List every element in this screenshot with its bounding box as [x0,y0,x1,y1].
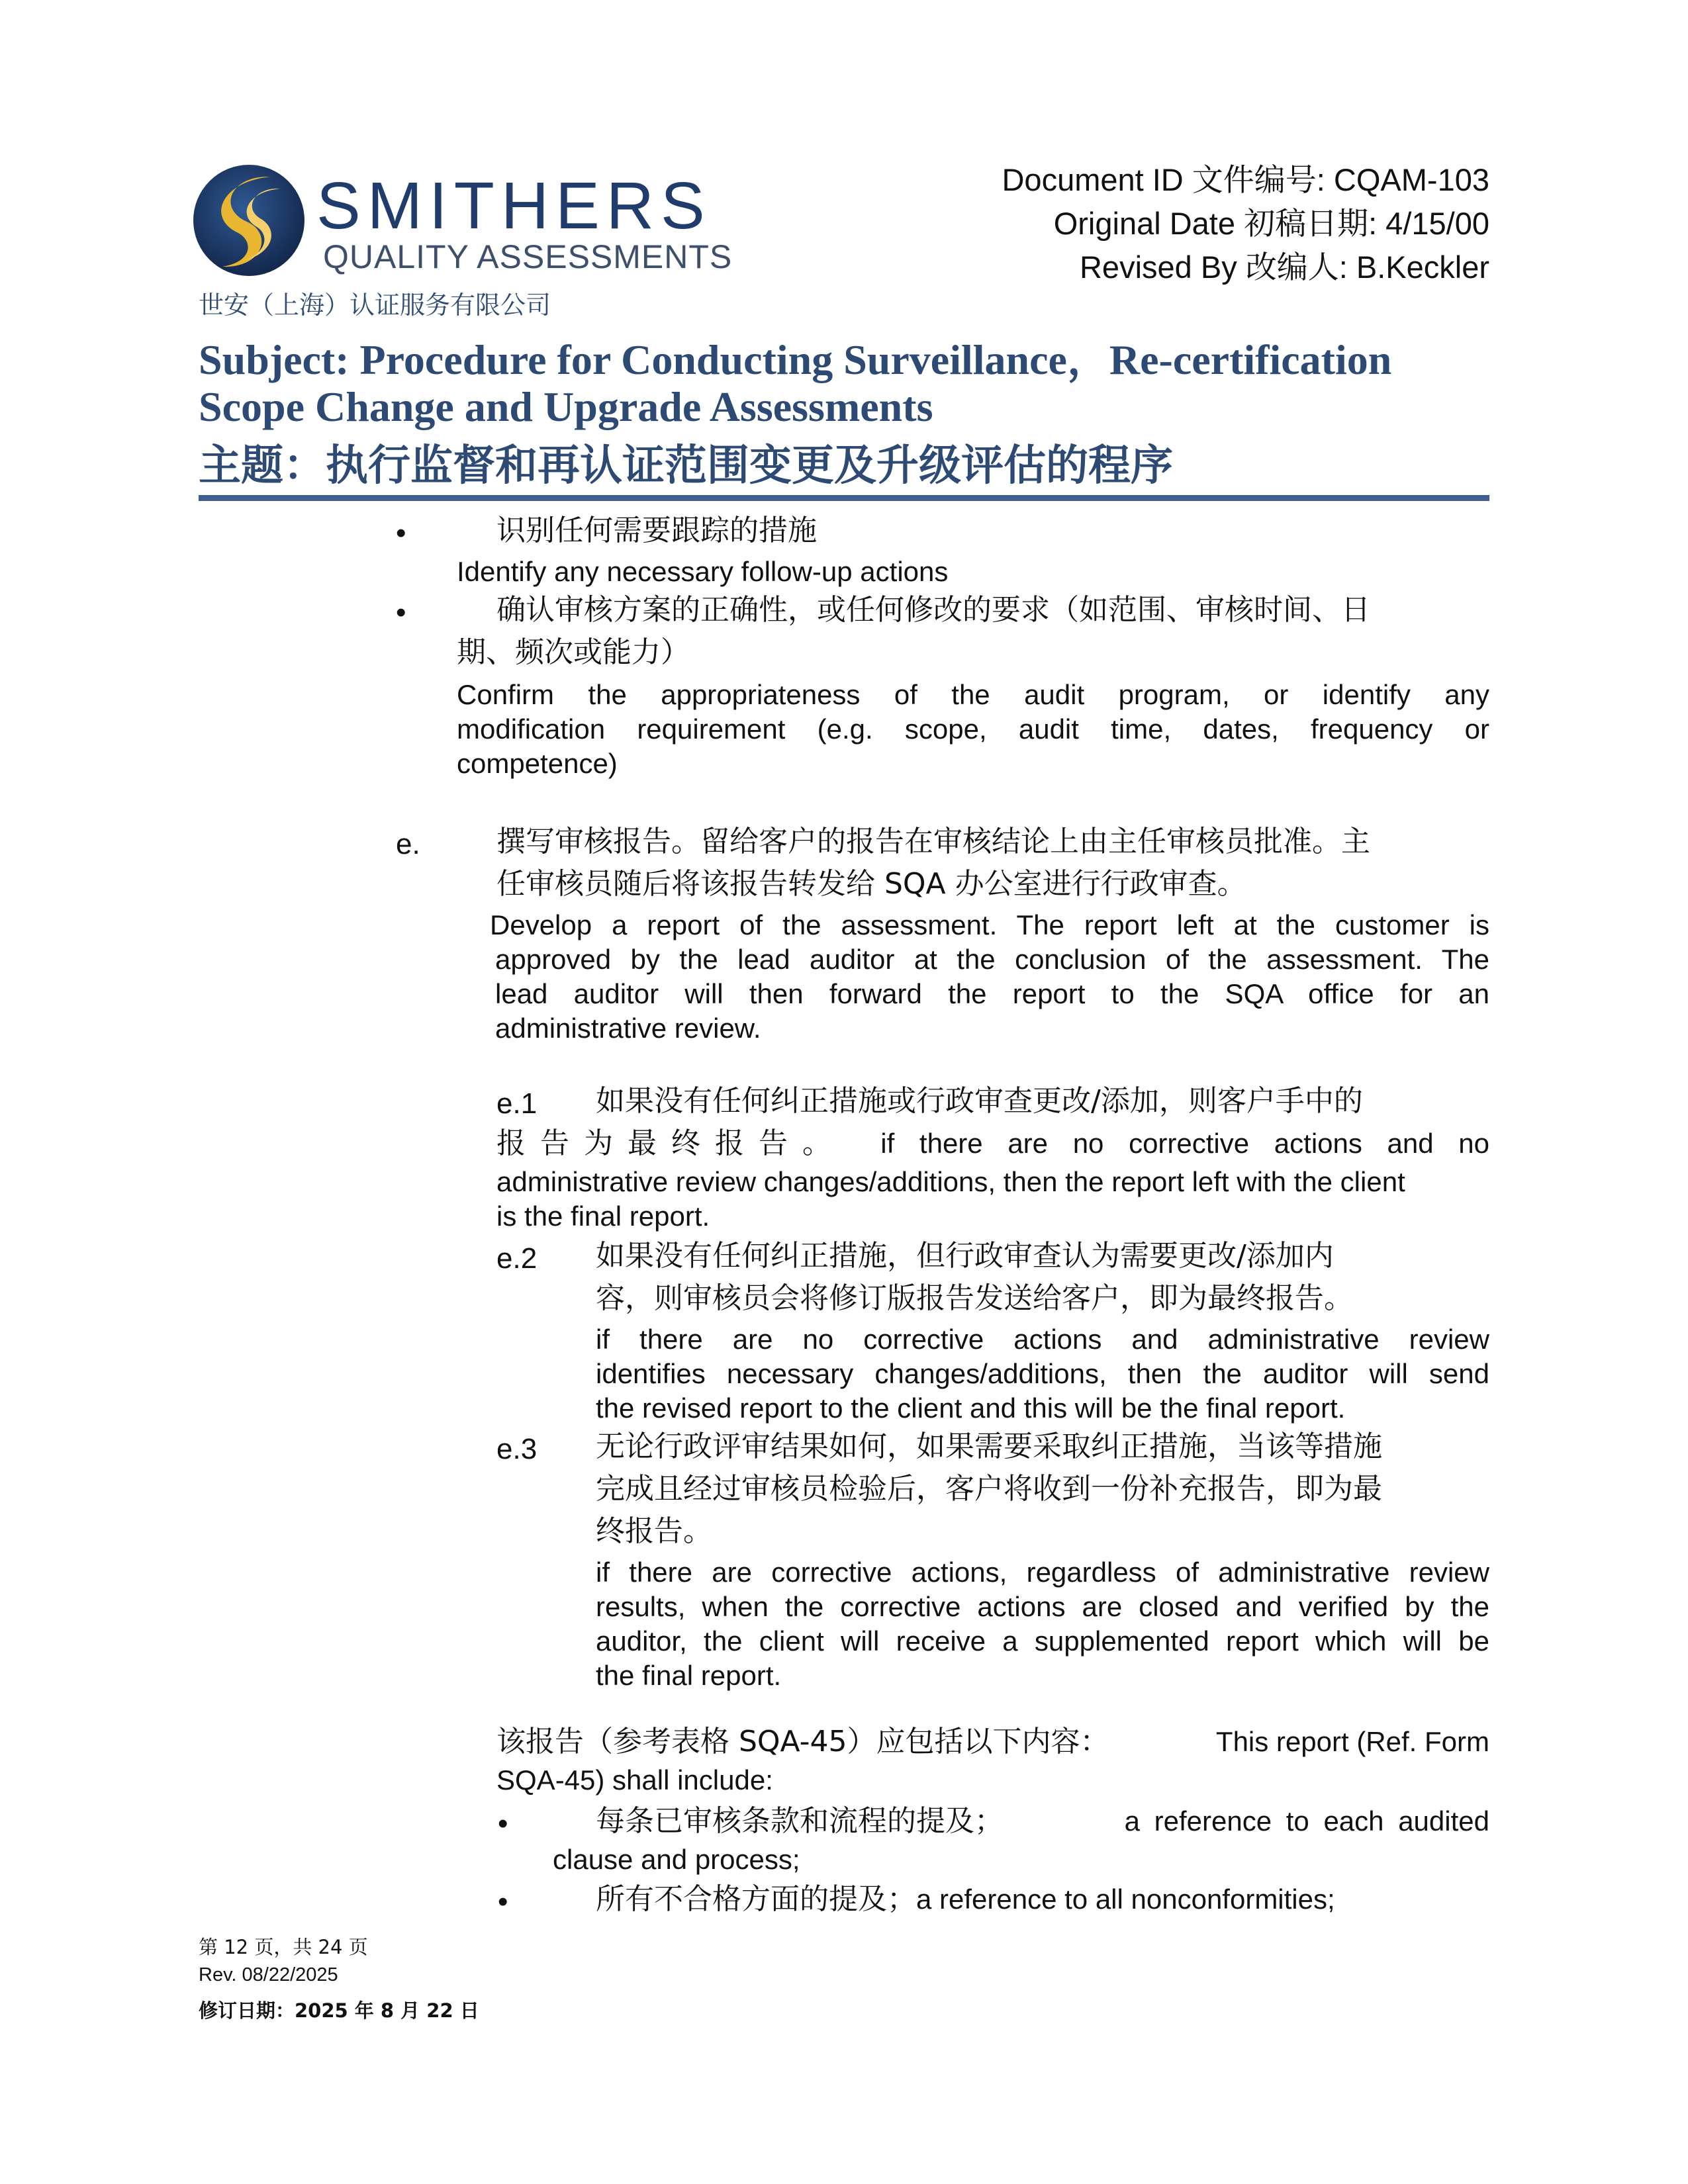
include-item-1 [596,1800,1489,1843]
bullet-icon: • [498,1886,508,1918]
item-e2-en-line3: the revised report to the client and this will be the final report. [596,1392,1346,1424]
item-e-cn-line2: 任审核员随后将该报告转发给 SQA 办公室进行行政审查。 [496,867,1246,901]
bullet2-cn-line2: 期、频次或能力） [457,635,690,669]
document-id: Document ID 文件编号: CQAM-103 [1002,162,1489,197]
subject-title-line1: Subject: Procedure for Conducting Surveillance，Re-certification [199,336,1392,383]
item-e1-line2 [496,1122,1489,1165]
item-e1-en-line3: is the final report. [496,1201,710,1232]
report-en-inline: This report (Ref. Form [1215,1726,1489,1757]
include2-en: a reference to all nonconformities; [916,1884,1335,1915]
item-e-en-line4: administrative review. [495,1013,761,1044]
bullet1-cn: 识别任何需要跟踪的措施 [496,514,817,547]
logo-tagline-text: QUALITY ASSESSMENTS [323,238,733,275]
bullet2-cn-line1: 确认审核方案的正确性，或任何修改的要求（如范围、审核时间、日 [496,593,1370,627]
bullet1-en: Identify any necessary follow-up actions [457,556,949,587]
revised-by: Revised By 改编人: B.Keckler [1079,250,1489,285]
bullet-icon: • [396,517,406,549]
item-e-en-line3: lead auditor will then forward the report to the SQA office for an [495,978,1489,1009]
item-e3-en-line3: auditor, the client will receive a supplemented report which will be [596,1625,1489,1657]
logo-emblem-icon [191,162,747,288]
item-e3-en-line4: the final report. [596,1660,782,1691]
footer-revision: Rev. 08/22/2025 [199,1964,338,1985]
include1-cn: 每条已审核条款和流程的提及； [596,1804,1004,1838]
item-e1-cn-line1: 如果没有任何纠正措施或行政审查更改/添加，则客户手中的 [596,1084,1363,1118]
company-name-cn: 世安（上海）认证服务有限公司 [199,291,551,320]
original-date: Original Date 初稿日期: 4/15/00 [1053,206,1489,241]
item-e2-label: e.2 [496,1242,538,1275]
item-e3-cn-line2: 完成且经过审核员检验后，客户将收到一份补充报告，即为最 [596,1472,1382,1506]
header-divider [199,495,1489,501]
item-e-en-line2: approved by the lead auditor at the conclusion of the assessment. The [495,944,1489,975]
bullet-icon: • [498,1807,508,1840]
bullet2-en-line3: competence) [457,748,618,779]
item-e3-cn-line1: 无论行政评审结果如何，如果需要采取纠正措施，当该等措施 [596,1430,1382,1463]
include-item-2 [596,1878,1335,1921]
item-e2-cn-line2: 容，则审核员会将修订版报告发送给客户，即为最终报告。 [596,1281,1353,1315]
item-e3-label: e.3 [496,1433,538,1465]
logo-brand-text: SMITHERS [316,169,712,243]
bullet-icon: • [396,596,406,629]
footer-revision-date-cn: 修订日期：2025 年 8 月 22 日 [199,1999,479,2022]
item-e2-en-line2: identifies necessary changes/additions, then the auditor will send [596,1358,1489,1389]
bullet2-en-line2: modification requirement (e.g. scope, audit time, dates, frequency or [457,713,1489,745]
include1-en-inline: a reference to each audited [1124,1805,1489,1837]
item-e3-en-line2: results, when the corrective actions are closed and verified by the [596,1591,1489,1622]
item-e-en-line1: Develop a report of the assessment. The report left at the customer is [490,909,1489,940]
item-e1-en-line2: administrative review changes/additions, then the report left with the client [496,1166,1405,1197]
include1-en-line2: clause and process; [553,1844,800,1875]
item-e1-cn-line2: 报告为最终报告。 [496,1126,846,1160]
subject-title-cn: 主题：执行监督和再认证范围变更及升级评估的程序 [199,441,1173,490]
footer-page-number: 第 12 页，共 24 页 [199,1936,368,1958]
item-e-cn-line1: 撰写审核报告。留给客户的报告在审核结论上由主任审核员批准。主 [496,825,1370,858]
subject-title-line2: Scope Change and Upgrade Assessments [199,383,933,430]
bullet2-en-line1: Confirm the appropriateness of the audit program, or identify any [457,679,1489,710]
report-en-line2: SQA-45) shall include: [496,1764,773,1796]
item-e-label: e. [396,828,420,860]
smithers-logo [191,162,747,288]
item-e1-label: e.1 [496,1087,538,1120]
item-e2-en-line1: if there are no corrective actions and administrative review [596,1324,1489,1355]
item-e3-en-line1: if there are corrective actions, regardless of administrative review [596,1557,1489,1588]
item-e1-en-inline: if there are no corrective actions and no [880,1128,1489,1159]
item-e3-cn-line3: 终报告。 [596,1514,712,1548]
item-e2-cn-line1: 如果没有任何纠正措施，但行政审查认为需要更改/添加内 [596,1239,1334,1273]
include2-cn: 所有不合格方面的提及； [596,1882,916,1916]
report-intro-line1 [496,1721,1489,1763]
report-cn: 该报告（参考表格 SQA-45）应包括以下内容： [496,1725,1109,1758]
